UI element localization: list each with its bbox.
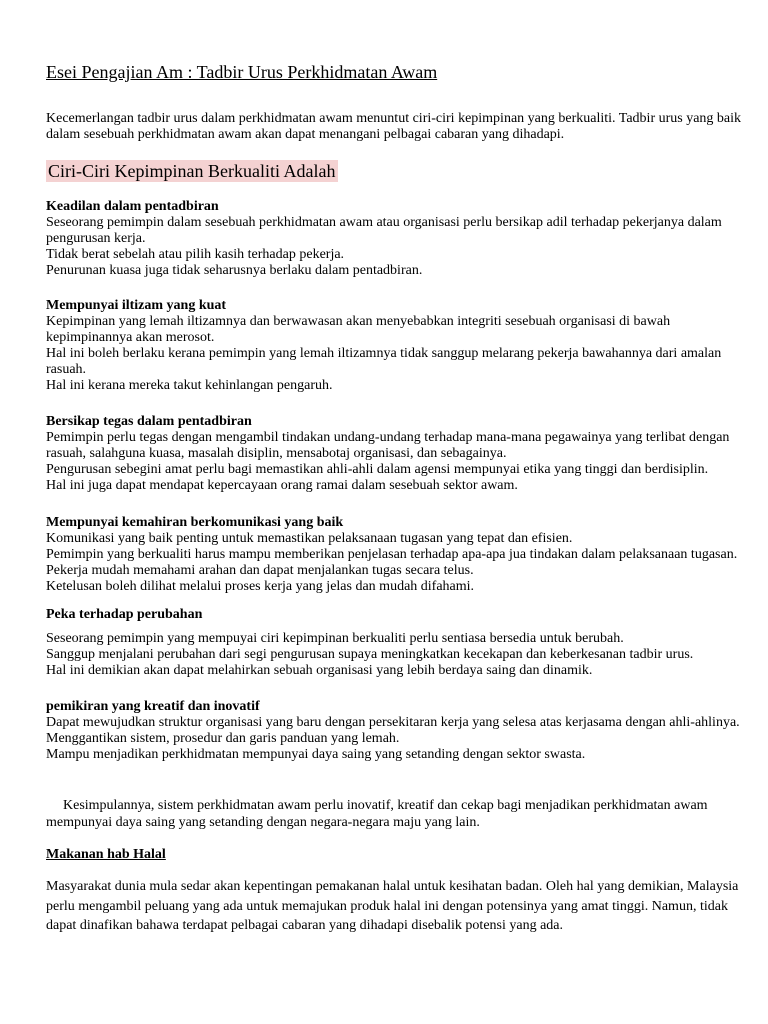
section-iltizam bbox=[46, 298, 746, 394]
section-heading: pemikiran yang kreatif dan inovatif bbox=[46, 699, 260, 714]
section-line: Hal ini demikian akan dapat melahirkan sebuah organisasi yang lebih berdaya saing dan dinamik. bbox=[46, 663, 593, 678]
section-heading: Keadilan dalam pentadbiran bbox=[46, 199, 219, 214]
section-kreatif bbox=[46, 699, 746, 763]
makanan-heading: Makanan hab Halal bbox=[46, 847, 166, 862]
section-heading: Mempunyai kemahiran berkomunikasi yang baik bbox=[46, 515, 344, 530]
section-perubahan bbox=[46, 607, 746, 679]
section-line: Tidak berat sebelah atau pilih kasih terhadap pekerja. bbox=[46, 247, 345, 262]
section-line: Penurunan kuasa juga tidak seharusnya berlaku dalam pentadbiran. bbox=[46, 263, 423, 278]
page-title: Esei Pengajian Am : Tadbir Urus Perkhidmatan Awam bbox=[46, 62, 438, 82]
section-line: Pemimpin perlu tegas dengan mengambil tindakan undang-undang terhadap mana-mana pegawainya yang terlibat dengan rasuah, salahguna kuasa, masalah disiplin, mensabotaj organisasi, dan sebagainya. bbox=[46, 430, 730, 461]
section-line: Sanggup menjalani perubahan dari segi pengurusan supaya meningkatkan kecekapan dan keberkesanan tadbir urus. bbox=[46, 647, 694, 662]
section-keadilan bbox=[46, 199, 746, 279]
section-line: Hal ini kerana mereka takut kehinlangan pengaruh. bbox=[46, 378, 333, 393]
section-line: Mampu menjadikan perkhidmatan mempunyai daya saing yang setanding dengan sektor swasta. bbox=[46, 747, 586, 762]
section-line: Pemimpin yang berkualiti harus mampu memberikan penjelasan terhadap apa-apa jua tindakan dalam pelaksanaan tugasan. bbox=[46, 547, 738, 562]
section-line: Hal ini juga dapat mendapat kepercayaan orang ramai dalam sesebuah sektor awam. bbox=[46, 478, 518, 493]
section-line: Pekerja mudah memahami arahan dan dapat menjalankan tugas secara telus. bbox=[46, 563, 474, 578]
section-line: Menggantikan sistem, prosedur dan garis panduan yang lemah. bbox=[46, 731, 400, 746]
intro-paragraph: Kecemerlangan tadbir urus dalam perkhidmatan awam menuntut ciri-ciri kepimpinan yang berkualiti. Tadbir urus yang baik dalam sesebuah perkhidmatan awam akan dapat menangani pelbagai cabaran yang dihadapi. bbox=[46, 111, 742, 142]
section-line: Komunikasi yang baik penting untuk memastikan pelaksanaan tugasan yang tepat dan efisien. bbox=[46, 531, 573, 546]
section-heading: Bersikap tegas dalam pentadbiran bbox=[46, 414, 252, 429]
section-line: Ketelusan boleh dilihat melalui proses kerja yang jelas dan mudah difahami. bbox=[46, 579, 475, 594]
highlighted-section-heading: Ciri-Ciri Kepimpinan Berkualiti Adalah bbox=[46, 160, 338, 182]
section-heading: Peka terhadap perubahan bbox=[46, 607, 203, 622]
section-line: Kepimpinan yang lemah iltizamnya dan berwawasan akan menyebabkan integriti sesebuah organisasi di bawah kepimpinannya akan merosot. bbox=[46, 314, 671, 345]
makanan-paragraph: Masyarakat dunia mula sedar akan kepentingan pemakanan halal untuk kesihatan badan. Oleh hal yang demikian, Malaysia perlu mengambil peluang yang ada untuk memajukan produk halal ini dengan potensinya yang amat tinggi. Namun, tidak dapat dinafikan bahawa terdapat pelbagai cabaran yang dihadapi disebalik potensi yang ada. bbox=[46, 879, 739, 933]
section-line: Hal ini boleh berlaku kerana pemimpin yang lemah iltizamnya tidak sanggup melarang pekerja bawahannya dari amalan rasuah. bbox=[46, 346, 722, 377]
section-komunikasi bbox=[46, 515, 746, 595]
section-line: Seseorang pemimpin yang mempuyai ciri kepimpinan berkualiti perlu sentiasa bersedia untuk berubah. bbox=[46, 631, 624, 646]
section-tegas bbox=[46, 414, 746, 494]
section-line: Seseorang pemimpin dalam sesebuah perkhidmatan awam atau organisasi perlu bersikap adil terhadap pekerjanya dalam pengurusan kerja. bbox=[46, 215, 722, 246]
section-heading: Mempunyai iltizam yang kuat bbox=[46, 298, 227, 313]
section-line: Dapat mewujudkan struktur organisasi yang baru dengan persekitaran kerja yang selesa atas kerjasama dengan ahli-ahlinya. bbox=[46, 715, 740, 730]
conclusion-paragraph: Kesimpulannya, sistem perkhidmatan awam perlu inovatif, kreatif dan cekap bagi menjadikan perkhidmatan awam mempunyai daya saing yang setanding dengan negara-negara maju yang lain. bbox=[46, 798, 708, 830]
section-line: Pengurusan sebegini amat perlu bagi memastikan ahli-ahli dalam agensi mempunyai etika yang tinggi dan berdisiplin. bbox=[46, 462, 709, 477]
